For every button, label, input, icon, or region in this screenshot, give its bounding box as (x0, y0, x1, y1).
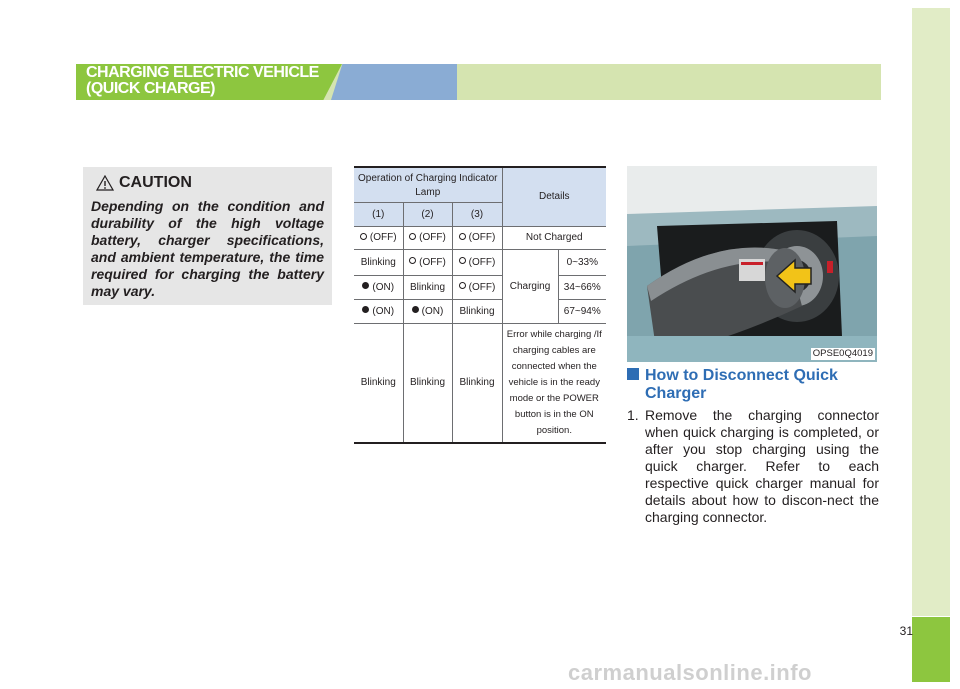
caution-title: CAUTION (119, 174, 192, 191)
square-bullet-icon (627, 368, 639, 380)
table-cell: (ON) (354, 299, 403, 323)
table-cell: Blinking (452, 299, 502, 323)
lamp-on-icon (362, 306, 369, 313)
lamp-off-icon (409, 257, 416, 264)
table-header-group: Operation of Charging Indicator Lamp (354, 167, 502, 202)
table-cell-error: Error while charging /If charging cables are connected when the vehicle is in the ready mode or the POWER button is in the ON position. (502, 323, 606, 443)
lamp-off-icon (459, 282, 466, 289)
step-number: 1. (627, 407, 639, 423)
side-margin-bar (912, 8, 950, 616)
table-cell: (ON) (403, 299, 452, 323)
table-row (354, 299, 606, 323)
table-cell: (OFF) (354, 226, 403, 249)
table-cell: Not Charged (502, 226, 606, 249)
page-title-line1: CHARGING ELECTRIC VEHICLE (86, 64, 319, 81)
lamp-off-icon (409, 233, 416, 240)
table-cell: Blinking (403, 275, 452, 299)
section-title-line2: Charger (645, 385, 707, 402)
table-cell: (OFF) (452, 249, 502, 275)
table-cell: (OFF) (452, 275, 502, 299)
caution-text: Depending on the condition and durability of the high voltage battery, charger specifications, and ambient temperature, the time required for charging the battery may vary. (91, 198, 324, 299)
indicator-lamp-table (354, 166, 606, 444)
table-cell-charging: Charging (502, 249, 558, 323)
table-cell: (ON) (354, 275, 403, 299)
page-number: 31 (899, 624, 913, 638)
table-row (354, 323, 606, 443)
table-cell: Blinking (403, 323, 452, 443)
photo-code: OPSE0Q4019 (812, 348, 873, 359)
col-label: (2) (403, 202, 452, 226)
table-cell: 34~66% (558, 275, 606, 299)
page-tab (912, 617, 950, 682)
col-label: (1) (354, 202, 403, 226)
charger-photo (627, 166, 877, 362)
table-cell: 0~33% (558, 249, 606, 275)
table-header-details: Details (502, 167, 606, 226)
section-title (627, 367, 838, 403)
table-row (354, 226, 606, 249)
table-cell: Blinking (354, 323, 403, 443)
warning-icon (96, 175, 114, 191)
header-blue-block (331, 64, 457, 100)
table-cell: (OFF) (403, 249, 452, 275)
table-cell: Blinking (354, 249, 403, 275)
page-title (86, 65, 319, 97)
lamp-on-icon (412, 306, 419, 313)
table-cell: Blinking (452, 323, 502, 443)
table-cell: (OFF) (452, 226, 502, 249)
table-cell: (OFF) (403, 226, 452, 249)
step-item (627, 407, 879, 526)
step-text: Remove the charging connector when quick charging is completed, or after you stop charging using the quick charger. Refer to each respective quick charger manual for details about how to discon-nect the charging connector. (645, 407, 879, 525)
lamp-off-icon (459, 257, 466, 264)
section-title-line1: How to Disconnect Quick (645, 367, 838, 384)
lamp-off-icon (459, 233, 466, 240)
lamp-off-icon (360, 233, 367, 240)
lamp-on-icon (362, 282, 369, 289)
table-row (354, 249, 606, 275)
table-row (354, 275, 606, 299)
watermark: carmanualsonline.info (568, 660, 812, 685)
charging-connector-illustration (627, 166, 877, 362)
col-label: (3) (452, 202, 502, 226)
page-title-line2: (QUICK CHARGE) (86, 80, 215, 97)
caution-heading (96, 174, 192, 192)
table-cell: 67~94% (558, 299, 606, 323)
